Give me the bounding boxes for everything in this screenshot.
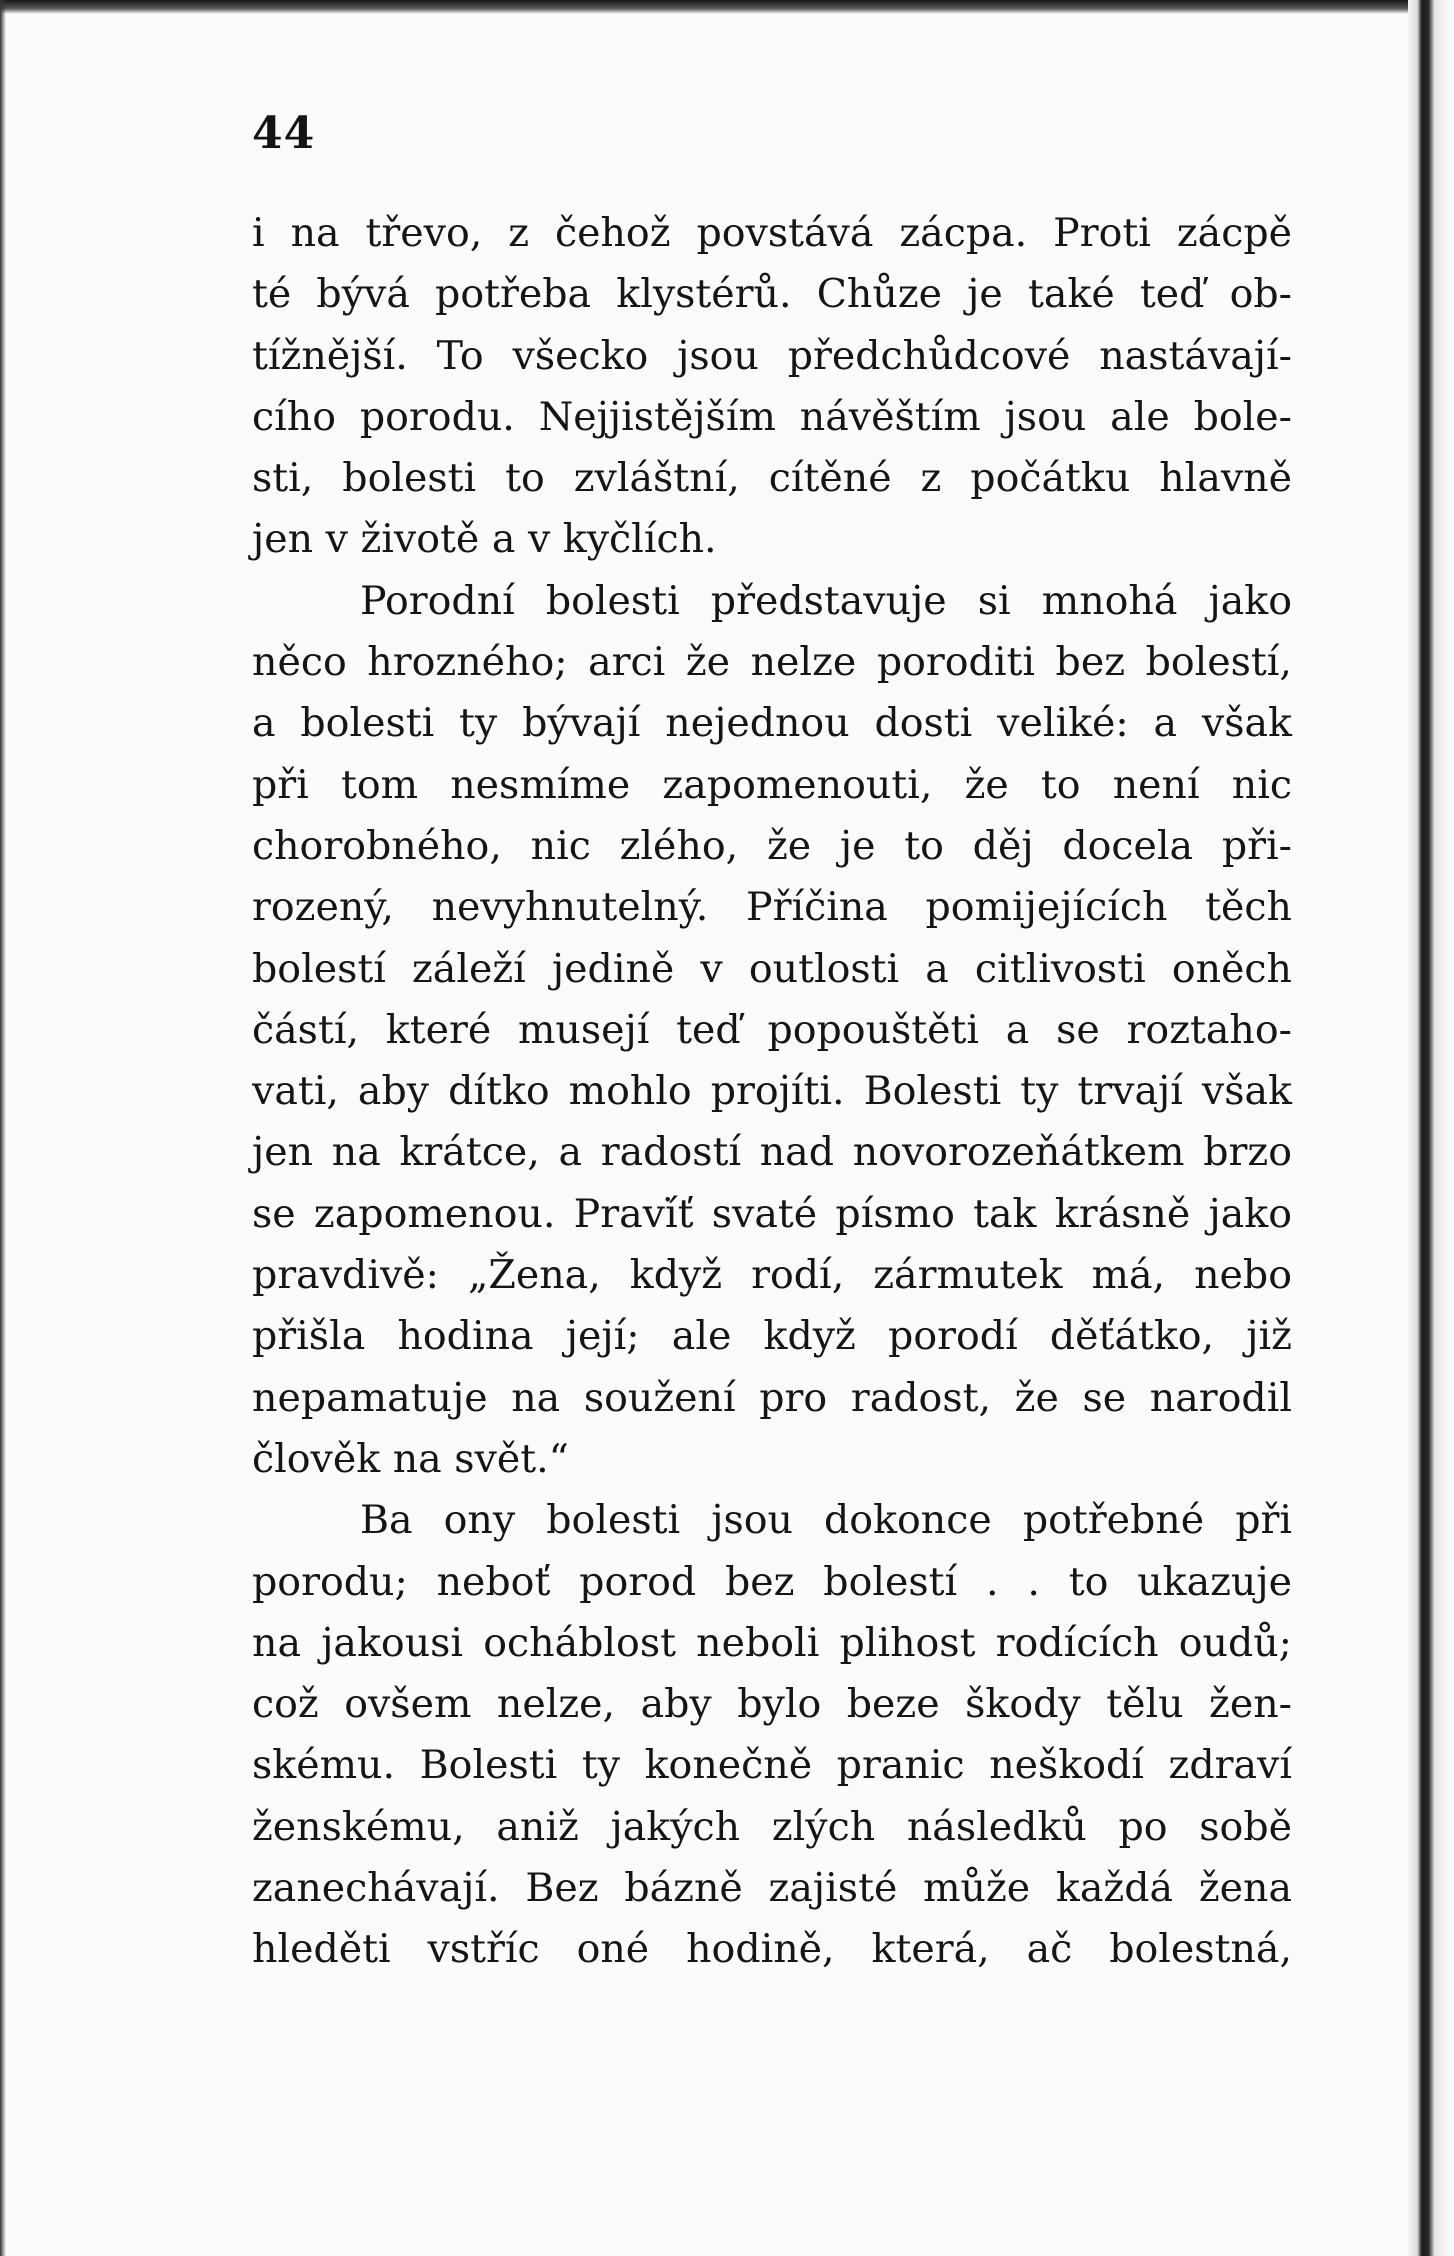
body-text [252,203,1292,1981]
text-line: chorobného, nic zlého, že je to děj docela při- [252,822,1292,869]
scan-edge-top [0,0,1454,14]
text-line: sti, bolesti to zvláštní, cítěné z počátku hlavně [252,455,1292,502]
scan-edge-right [1408,0,1454,2256]
text-line: té bývá potřeba klystérů. Chůze je také teď ob- [252,271,1292,318]
text-line: jen na krátce, a radostí nad novorozeňátkem brzo [252,1129,1292,1176]
text-line: a bolesti ty bývají nejednou dosti veliké: a však [252,700,1292,747]
text-line: Porodní bolesti představuje si mnohá jako [360,577,1292,624]
text-line: vati, aby dítko mohlo projíti. Bolesti ty trvají však [252,1068,1292,1115]
text-line: rozený, nevyhnutelný. Příčina pomijejících těch [252,884,1292,931]
text-line: člověk na svět.“ [252,1435,569,1482]
text-line: bolestí záleží jedině v outlosti a citlivosti oněch [252,945,1292,992]
text-line: se zapomenou. Praví̇ť svaté písmo tak krásně jako [252,1190,1292,1237]
text-line: jen v životě a v kyčlích. [252,516,717,563]
text-line: zanechávají. Bez bázně zajisté může každá žena [252,1865,1292,1912]
text-line: přišla hodina její; ale když porodí děťátko, již [252,1313,1292,1360]
text-line: něco hrozného; arci že nelze poroditi bez bolestí, [252,639,1292,686]
text-line: cího porodu. Nejjistějším návěštím jsou ale bole- [252,393,1292,440]
text-line: hleděti vstříc oné hodině, která, ač bolestná, [252,1926,1292,1973]
text-line: při tom nesmíme zapomenouti, že to není nic [252,761,1292,808]
text-line: nepamatuje na soužení pro radost, že se narodil [252,1374,1292,1421]
scan-edge-left [0,0,6,2256]
text-line: na jakousi ocháblost neboli plihost rodících oudů; [252,1619,1292,1666]
text-line: což ovšem nelze, aby bylo beze škody tělu žen- [252,1681,1292,1728]
page-number: 44 [252,108,316,159]
text-line: ženskému, aniž jakých zlých následků po sobě [252,1803,1292,1850]
text-line: pravdivě: „Žena, když rodí, zármutek má, nebo [252,1252,1292,1299]
text-line: tížnější. To všecko jsou předchůdcové nastávají- [252,332,1292,379]
text-line: částí, které musejí teď popouštěti a se roztaho- [252,1006,1292,1053]
text-line: i na třevo, z čehož povstává zácpa. Proti zácpě [252,210,1292,256]
text-line: porodu; neboť porod bez bolestí . . to ukazuje [252,1558,1292,1605]
text-line: skému. Bolesti ty konečně pranic neškodí zdraví [252,1742,1292,1789]
text-line: Ba ony bolesti jsou dokonce potřebné při [360,1497,1292,1544]
